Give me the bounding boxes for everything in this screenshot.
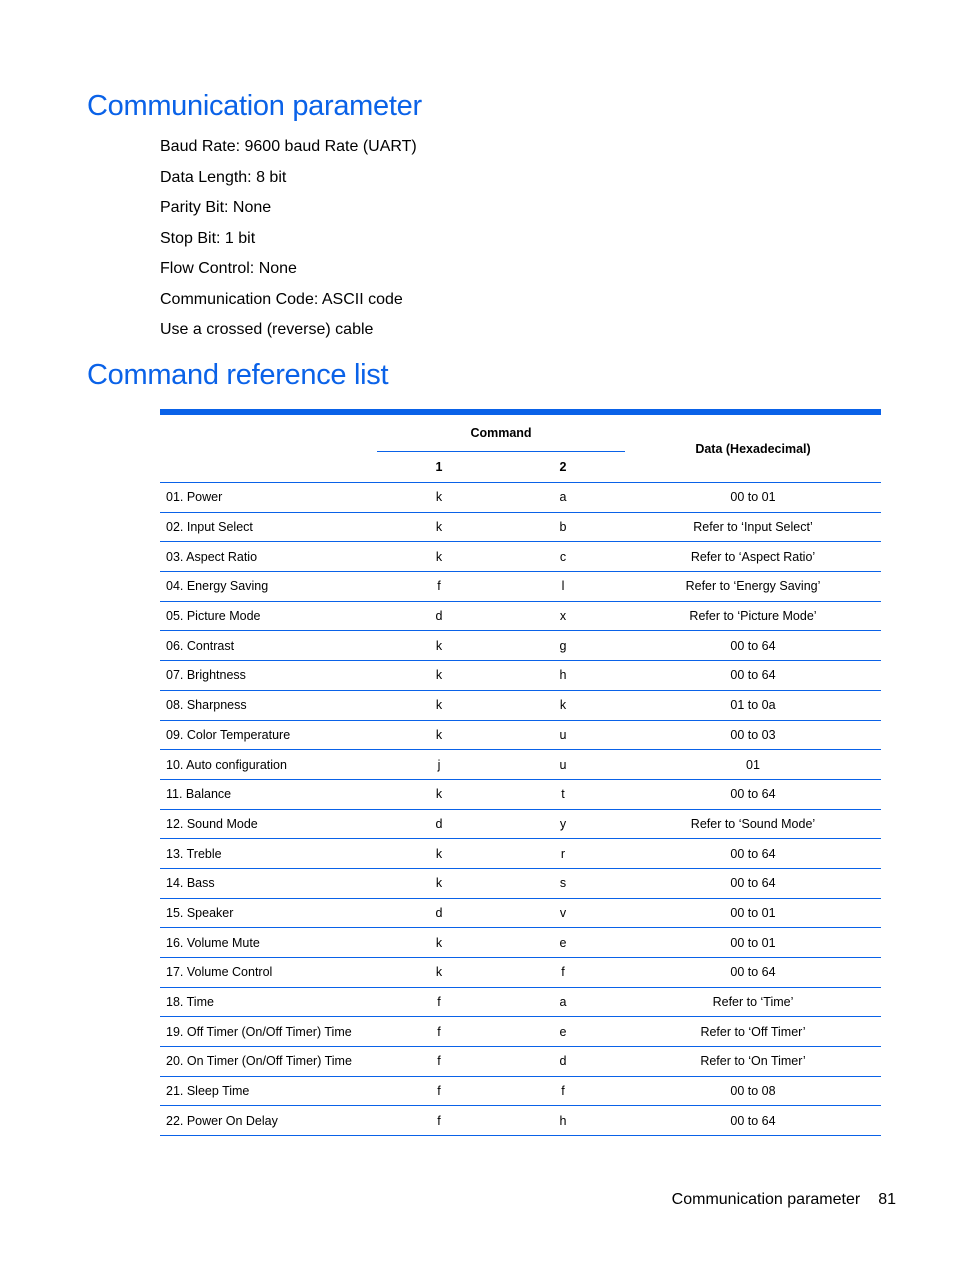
data-cell: 01 to 0a [625, 690, 881, 720]
command-1-cell: f [377, 1017, 501, 1047]
command-1-cell: f [377, 1076, 501, 1106]
command-2-cell: v [501, 898, 625, 928]
data-cell: 00 to 03 [625, 720, 881, 750]
command-1-cell: k [377, 512, 501, 542]
row-name-cell: 07. Brightness [160, 661, 377, 691]
row-name-cell: 20. On Timer (On/Off Timer) Time [160, 1047, 377, 1077]
heading-communication-parameter: Communication parameter [87, 90, 422, 122]
row-name-cell: 02. Input Select [160, 512, 377, 542]
command-2-cell: f [501, 958, 625, 988]
table-row [160, 958, 881, 988]
command-2-cell: l [501, 572, 625, 602]
subheader-command-1: 1 [377, 452, 501, 483]
header-command: Command [377, 415, 625, 452]
command-2-cell: u [501, 720, 625, 750]
command-1-cell: f [377, 572, 501, 602]
row-name-cell: 17. Volume Control [160, 958, 377, 988]
header-blank-2 [160, 452, 377, 483]
data-cell: 00 to 08 [625, 1076, 881, 1106]
command-2-cell: h [501, 661, 625, 691]
table-row [160, 483, 881, 513]
command-1-cell: k [377, 958, 501, 988]
command-2-cell: u [501, 750, 625, 780]
data-cell: Refer to ‘Aspect Ratio’ [625, 542, 881, 572]
command-2-cell: a [501, 987, 625, 1017]
command-2-cell: d [501, 1047, 625, 1077]
table-row [160, 779, 881, 809]
table-row [160, 928, 881, 958]
row-name-cell: 08. Sharpness [160, 690, 377, 720]
data-cell: Refer to ‘Picture Mode’ [625, 601, 881, 631]
command-1-cell: d [377, 809, 501, 839]
data-cell: Refer to ‘Time’ [625, 987, 881, 1017]
command-1-cell: k [377, 631, 501, 661]
data-cell: 00 to 64 [625, 839, 881, 869]
header-blank [160, 415, 377, 452]
data-cell: Refer to ‘Sound Mode’ [625, 809, 881, 839]
table-row [160, 631, 881, 661]
command-2-cell: r [501, 839, 625, 869]
data-cell: Refer to ‘Input Select’ [625, 512, 881, 542]
command-1-cell: f [377, 1047, 501, 1077]
command-2-cell: c [501, 542, 625, 572]
header-data: Data (Hexadecimal) [625, 415, 881, 483]
row-name-cell: 14. Bass [160, 868, 377, 898]
parameter-item: Use a crossed (reverse) cable [160, 321, 374, 338]
command-table-body [160, 483, 881, 1136]
command-2-cell: b [501, 512, 625, 542]
row-name-cell: 22. Power On Delay [160, 1106, 377, 1136]
page-number: 81 [878, 1191, 896, 1208]
command-2-cell: y [501, 809, 625, 839]
parameter-item: Parity Bit: None [160, 199, 272, 216]
command-1-cell: d [377, 601, 501, 631]
table-row [160, 1047, 881, 1077]
table-row [160, 809, 881, 839]
data-cell: 00 to 64 [625, 631, 881, 661]
row-name-cell: 16. Volume Mute [160, 928, 377, 958]
command-table [160, 415, 881, 1136]
page-footer [672, 1191, 896, 1209]
command-1-cell: k [377, 720, 501, 750]
command-2-cell: a [501, 483, 625, 513]
table-row [160, 690, 881, 720]
data-cell: Refer to ‘On Timer’ [625, 1047, 881, 1077]
command-1-cell: j [377, 750, 501, 780]
heading-command-reference-list: Command reference list [87, 359, 389, 391]
row-name-cell: 19. Off Timer (On/Off Timer) Time [160, 1017, 377, 1047]
command-1-cell: k [377, 661, 501, 691]
command-1-cell: d [377, 898, 501, 928]
table-row [160, 601, 881, 631]
parameter-item: Stop Bit: 1 bit [160, 229, 256, 247]
data-cell: 01 [625, 750, 881, 780]
data-cell: 00 to 64 [625, 779, 881, 809]
table-row [160, 512, 881, 542]
parameter-item: Baud Rate: 9600 baud Rate (UART) [160, 138, 417, 155]
row-name-cell: 01. Power [160, 483, 377, 513]
command-2-cell: k [501, 690, 625, 720]
command-2-cell: e [501, 1017, 625, 1047]
table-row [160, 868, 881, 898]
command-2-cell: h [501, 1106, 625, 1136]
command-1-cell: k [377, 690, 501, 720]
command-1-cell: f [377, 987, 501, 1017]
table-row [160, 987, 881, 1017]
table-row [160, 572, 881, 602]
parameter-item: Data Length: 8 bit [160, 168, 287, 186]
table-row [160, 1106, 881, 1136]
row-name-cell: 05. Picture Mode [160, 601, 377, 631]
data-cell: 00 to 64 [625, 661, 881, 691]
data-cell: 00 to 64 [625, 958, 881, 988]
parameter-item: Flow Control: None [160, 260, 297, 277]
table-row [160, 542, 881, 572]
subheader-command-2: 2 [501, 452, 625, 483]
row-name-cell: 04. Energy Saving [160, 572, 377, 602]
table-row [160, 898, 881, 928]
data-cell: 00 to 01 [625, 928, 881, 958]
row-name-cell: 10. Auto configuration [160, 750, 377, 780]
command-1-cell: k [377, 483, 501, 513]
command-1-cell: k [377, 928, 501, 958]
row-name-cell: 09. Color Temperature [160, 720, 377, 750]
table-row [160, 750, 881, 780]
command-2-cell: t [501, 779, 625, 809]
table-row [160, 839, 881, 869]
row-name-cell: 06. Contrast [160, 631, 377, 661]
table-row [160, 1076, 881, 1106]
row-name-cell: 21. Sleep Time [160, 1076, 377, 1106]
data-cell: 00 to 01 [625, 483, 881, 513]
row-name-cell: 13. Treble [160, 839, 377, 869]
command-2-cell: f [501, 1076, 625, 1106]
command-2-cell: s [501, 868, 625, 898]
command-table-container [160, 409, 881, 1136]
row-name-cell: 12. Sound Mode [160, 809, 377, 839]
footer-section-title: Communication parameter [671, 1191, 861, 1208]
data-cell: 00 to 01 [625, 898, 881, 928]
data-cell: Refer to ‘Energy Saving’ [625, 572, 881, 602]
parameter-list [160, 137, 417, 351]
command-1-cell: f [377, 1106, 501, 1136]
table-row [160, 720, 881, 750]
parameter-item: Communication Code: ASCII code [160, 290, 403, 308]
command-2-cell: e [501, 928, 625, 958]
row-name-cell: 18. Time [160, 987, 377, 1017]
command-1-cell: k [377, 839, 501, 869]
table-row [160, 1017, 881, 1047]
row-name-cell: 15. Speaker [160, 898, 377, 928]
row-name-cell: 03. Aspect Ratio [160, 542, 377, 572]
data-cell: 00 to 64 [625, 868, 881, 898]
command-1-cell: k [377, 542, 501, 572]
command-2-cell: x [501, 601, 625, 631]
command-1-cell: k [377, 868, 501, 898]
table-row [160, 661, 881, 691]
data-cell: Refer to ‘Off Timer’ [625, 1017, 881, 1047]
command-1-cell: k [377, 779, 501, 809]
row-name-cell: 11. Balance [160, 779, 377, 809]
command-2-cell: g [501, 631, 625, 661]
data-cell: 00 to 64 [625, 1106, 881, 1136]
